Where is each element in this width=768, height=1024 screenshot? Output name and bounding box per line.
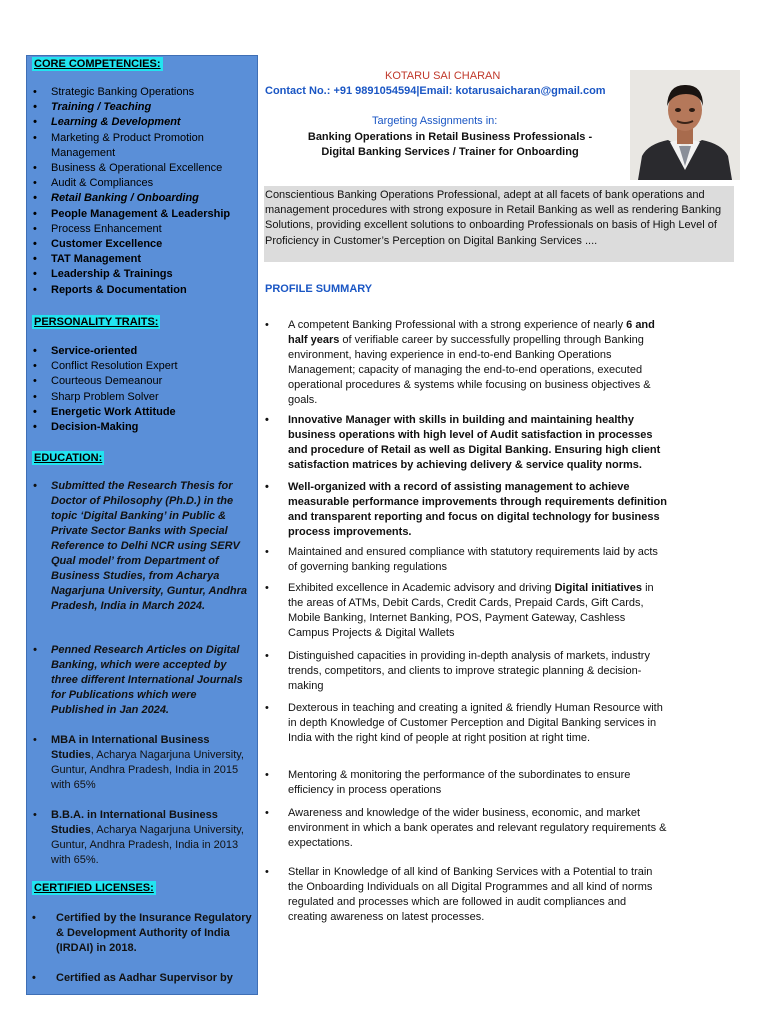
core-item: • Customer Excellence — [51, 237, 251, 252]
traits-item: • Sharp Problem Solver — [51, 390, 251, 405]
profile-bullet: • Dexterous in teaching and creating a ignited & friendly Human Resource with in depth Knowledge of Customer Perception and Digital Banking services in India with the right kind of people at right position at right time. — [288, 701, 668, 746]
profile-summary-heading: PROFILE SUMMARY — [265, 283, 373, 295]
candidate-name: KOTARU SAI CHARAN — [385, 70, 501, 82]
core-item: • Business & Operational Excellence — [51, 161, 251, 176]
profile-bullet: • Awareness and knowledge of the wider business, economic, and market environment in which a bank operates and relevant regulatory requirements & expectations. — [288, 806, 668, 851]
education-mba — [51, 733, 251, 793]
bullet-emphasis: Digital initiatives — [554, 582, 643, 594]
targeting-line-2: Digital Banking Services / Trainer for Onboarding — [321, 146, 579, 158]
education-articles — [51, 643, 251, 718]
profile-bullet: • Mentoring & monitoring the performance of the subordinates to ensure efficiency in process operations — [288, 768, 668, 798]
person-photo-icon — [630, 70, 740, 180]
degree-details: , Acharya Nagarjuna University, Guntur, Andhra Pradesh, India in 2013 with 65%. — [51, 824, 244, 866]
education-item — [51, 733, 251, 793]
targeting-roles — [285, 130, 615, 160]
education-bba — [51, 808, 251, 868]
license-2 — [56, 971, 256, 986]
traits-item: • Service-oriented — [51, 344, 251, 359]
profile-bullet: • Maintained and ensured compliance with statutory requirements laid by acts of governing banking regulations — [288, 545, 668, 575]
core-competencies-list — [51, 85, 251, 298]
bullet-text: in the areas of ATMs, Debit Cards, Credit Cards, Prepaid Cards, Gift Cards, Mobile Banking, Internet Banking, POS, Payment Gateway, Cashless Campus Projects & Digital Wallets — [288, 582, 654, 639]
education-phd — [51, 479, 251, 614]
personality-traits-heading: PERSONALITY TRAITS: — [34, 316, 159, 328]
core-item: • Training / Teaching — [51, 100, 251, 115]
core-item: • Audit & Compliances — [51, 176, 251, 191]
traits-item: • Energetic Work Attitude — [51, 405, 251, 420]
core-item: • Retail Banking / Onboarding — [51, 191, 251, 206]
education-item: • Penned Research Articles on Digital Banking, which were accepted by three different International Journals for Publications which were Published in Jan 2024. — [51, 643, 251, 718]
profile-bullet: • Stellar in Knowledge of all kind of Banking Services with a Potential to train the Onboarding Individuals on all Digital Programmes and all kind of norms regulated and processes which are followed in audit compliances and creating awareness on latest processes. — [288, 865, 668, 925]
core-item: • Learning & Development — [51, 115, 251, 130]
bullet-text: Exhibited excellence in Academic advisory and driving — [288, 582, 555, 594]
education-item: • Submitted the Research Thesis for Doctor of Philosophy (Ph.D.) in the topic ‘Digital Banking’ in Public & Private Sector Banks with Special Reference to Delhi NCR using SERV Qual model’ from Department of Business Studies, from Acharya Nagarjuna University, Guntur, Andhra Pradesh, India in March 2024. — [51, 479, 251, 614]
bullet-text: A competent Banking Professional with a strong experience of nearly — [288, 319, 627, 331]
core-item: • Process Enhancement — [51, 222, 251, 237]
core-competencies-heading: CORE COMPETENCIES: — [34, 58, 161, 70]
targeting-line-1: Banking Operations in Retail Business Professionals - — [307, 131, 593, 143]
personality-traits-list — [51, 344, 251, 435]
profile-bullet — [288, 318, 668, 408]
core-item: • Strategic Banking Operations — [51, 85, 251, 100]
traits-item: • Decision-Making — [51, 420, 251, 435]
core-item: • Marketing & Product Promotion Management — [51, 131, 251, 161]
core-item: • Reports & Documentation — [51, 283, 251, 298]
license-item: • Certified as Aadhar Supervisor by — [56, 971, 256, 986]
contact-line[interactable]: Contact No.: +91 9891054594|Email: kotarusaicharan@gmail.com — [265, 85, 606, 97]
core-item: • TAT Management — [51, 252, 251, 267]
profile-photo — [630, 70, 740, 180]
degree-name: B.B.A. in International Business Studies — [51, 809, 218, 836]
bullet-text: of verifiable career by successfully propelling through Banking environment, having experience in end-to-end Banking Operations Management; capacity of managing the end-to-end operations, executed operational procedures & systems while focusing on business objectives & goals. — [288, 334, 651, 406]
profile-bullet: • Well-organized with a record of assisting management to achieve measurable performance improvements through requirements definition and transparent reporting and focus on digital technology for business process improvements. — [288, 480, 668, 540]
bullet-emphasis: 6 and half years — [288, 319, 655, 346]
license-item: • Certified by the Insurance Regulatory & Development Authority of India (IRDAI) in 2018. — [56, 911, 256, 956]
targeting-heading: Targeting Assignments in: — [372, 115, 498, 127]
sidebar — [26, 55, 258, 995]
profile-bullet — [288, 581, 668, 641]
core-item: • People Management & Leadership — [51, 207, 251, 222]
degree-details: , Acharya Nagarjuna University, Guntur, Andhra Pradesh, India in 2015 with 65% — [51, 749, 244, 791]
education-item — [51, 808, 251, 868]
license-1 — [56, 911, 256, 956]
education-heading: EDUCATION: — [34, 452, 103, 464]
certified-licenses-heading: CERTIFIED LICENSES: — [34, 882, 154, 894]
degree-name: MBA in International Business Studies — [51, 734, 210, 761]
core-item: • Leadership & Trainings — [51, 267, 251, 282]
profile-bullet: • Distinguished capacities in providing in-depth analysis of markets, industry trends, competitors, and clients to improve strategic planning & decision-making — [288, 649, 668, 694]
summary-paragraph: Conscientious Banking Operations Professional, adept at all facets of bank operations and management procedures with strong exposure in Retail Banking as well as rendering Banking Solutions, providing excellent solutions to onboarding Professionals on basis of High Level of Proficiency in Customer’s Perception on Digital Banking Services .... — [264, 186, 734, 262]
profile-bullet: • Innovative Manager with skills in building and maintaining healthy business operations with high level of Audit satisfaction in processes and procedure of Retail as well as Digital Banking. Ensuring high client satisfaction matrices by achieving delivery & service quality norms. — [288, 413, 668, 473]
traits-item: • Conflict Resolution Expert — [51, 359, 251, 374]
traits-item: • Courteous Demeanour — [51, 374, 251, 389]
